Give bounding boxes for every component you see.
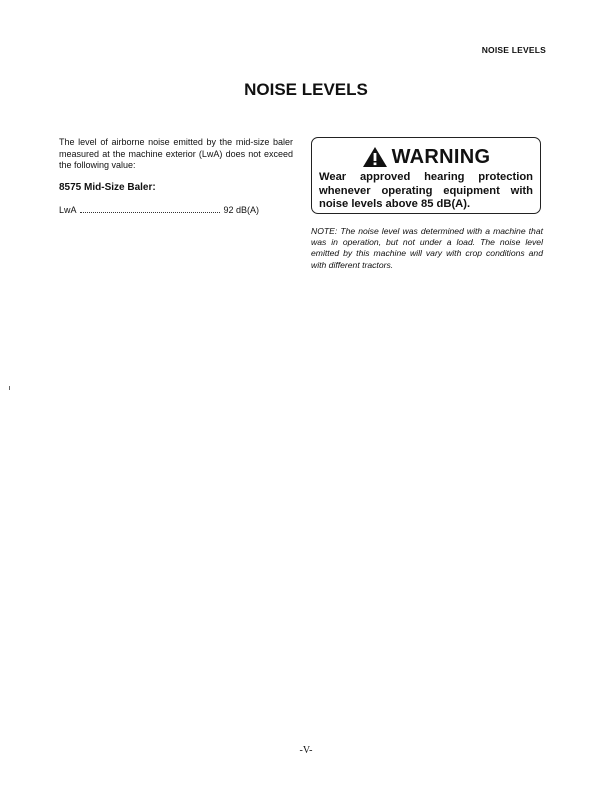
warning-header (312, 145, 540, 169)
warning-triangle-icon (362, 146, 388, 168)
dot-leader (80, 211, 221, 213)
spec-row (59, 205, 259, 217)
spec-value: 92 dB(A) (223, 205, 259, 215)
warning-box (311, 137, 541, 214)
model-heading: 8575 Mid-Size Baler: (59, 181, 156, 193)
page-number: -V- (299, 745, 313, 756)
warning-title: WARNING (391, 145, 491, 168)
noise-level-section (59, 137, 293, 217)
page-title: NOISE LEVELS (244, 80, 368, 99)
intro-paragraph: The level of airborne noise emitted by the mid-size baler measured at the machine exterior (LwA) does not exceed the following value: (59, 137, 293, 170)
running-header: NOISE LEVELS (481, 45, 546, 55)
warning-text: Wear approved hearing protection whenever operating equipment with noise levels above 85 dB(A). (319, 171, 533, 210)
stray-mark (9, 386, 10, 390)
note-paragraph: NOTE: The noise level was determined with a machine that was in operation, but not under a load. The noise level emitted by this machine will vary with crop conditions and with different tractors. (311, 226, 543, 270)
spec-label: LwA (59, 205, 77, 215)
